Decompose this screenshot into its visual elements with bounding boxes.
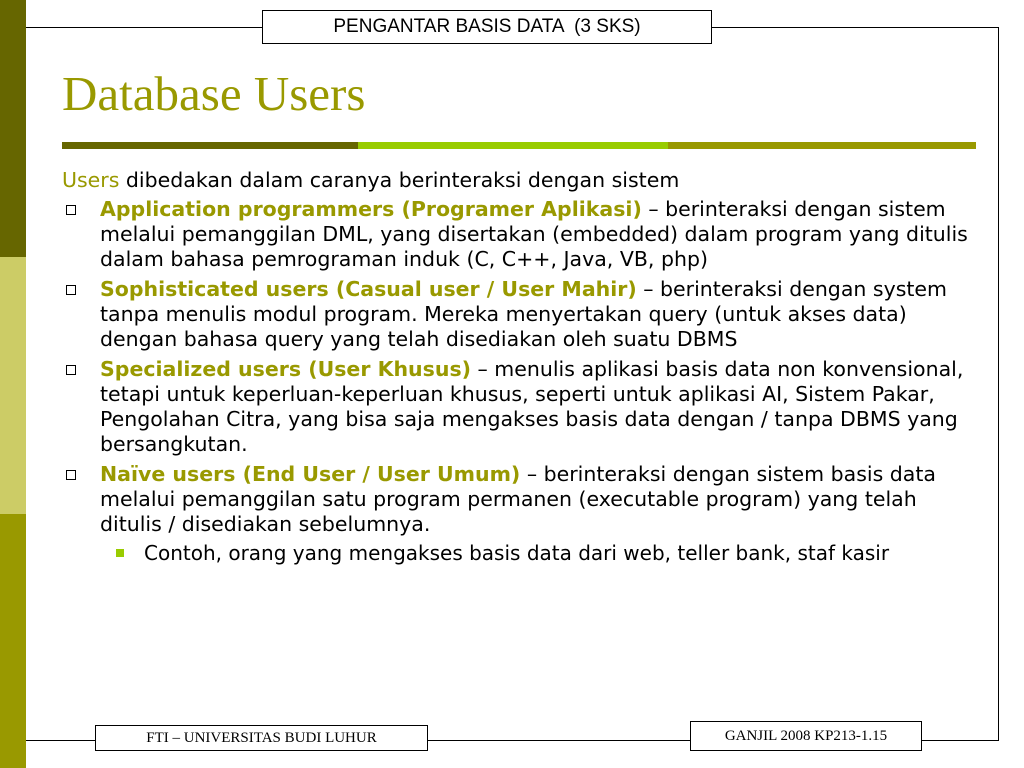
item-highlight: Specialized users (User Khusus) xyxy=(100,357,472,381)
item-highlight: Application programmers (Programer Aplikasi) xyxy=(100,197,642,221)
item-text: – berinteraksi dengan sistem basis data melalui pemanggilan satu program permanen (executable program) yang telah ditulis / disediakan sebelumnya. xyxy=(100,462,936,536)
list-item xyxy=(62,357,972,457)
list-item xyxy=(62,197,972,272)
hollow-square-bullet-icon xyxy=(66,365,76,375)
item-highlight: Sophisticated users (Casual user / User Mahir) xyxy=(100,277,637,301)
item-text: – menulis aplikasi basis data non konvensional, tetapi untuk keperluan-keperluan khusus, seperti untuk aplikasi AI, Sistem Pakar, Pengolahan Citra, yang bisa saja mengakses basis data dengan / tanpa DBMS yang bersangkutan. xyxy=(100,357,964,456)
footer-slide-id: GANJIL 2008 KP213-1.15 xyxy=(690,721,922,751)
course-header: PENGANTAR BASIS DATA (3 SKS) xyxy=(262,10,712,44)
sub-list xyxy=(100,541,972,566)
list-item xyxy=(62,462,972,566)
hollow-square-bullet-icon xyxy=(66,470,76,480)
title-rule-lime xyxy=(358,142,668,149)
list-item xyxy=(62,277,972,352)
sub-list-item xyxy=(100,541,972,566)
hollow-square-bullet-icon xyxy=(66,205,76,215)
slide-title: Database Users xyxy=(62,66,366,121)
left-bar-bottom xyxy=(0,514,26,768)
left-bar-top xyxy=(0,0,26,257)
title-rule-dark xyxy=(62,142,358,149)
intro-text: dibedakan dalam caranya berinteraksi dengan sistem xyxy=(119,168,680,192)
sub-item-text: Contoh, orang yang mengakses basis data dari web, teller bank, staf kasir xyxy=(144,541,890,565)
item-highlight: Naïve users (End User / User Umum) xyxy=(100,462,521,486)
filled-square-bullet-icon xyxy=(116,549,124,557)
slide-content xyxy=(62,168,972,571)
title-rule-olive xyxy=(668,142,976,149)
item-text: – berinteraksi dengan system tanpa menulis modul program. Mereka menyertakan query (untuk akses data) dengan bahasa query yang telah disediakan oleh suatu DBMS xyxy=(100,277,948,351)
hollow-square-bullet-icon xyxy=(66,285,76,295)
intro-highlight: Users xyxy=(62,168,120,192)
item-text: – berinteraksi dengan sistem melalui pemanggilan DML, yang disertakan (embedded) dalam program yang ditulis dalam bahasa pemrograman induk (C, C++, Java, VB, php) xyxy=(100,197,968,271)
left-bar-middle xyxy=(0,257,26,514)
footer-institution: FTI – UNIVERSITAS BUDI LUHUR xyxy=(95,725,428,751)
intro-line xyxy=(62,168,972,193)
user-types-list xyxy=(62,197,972,566)
